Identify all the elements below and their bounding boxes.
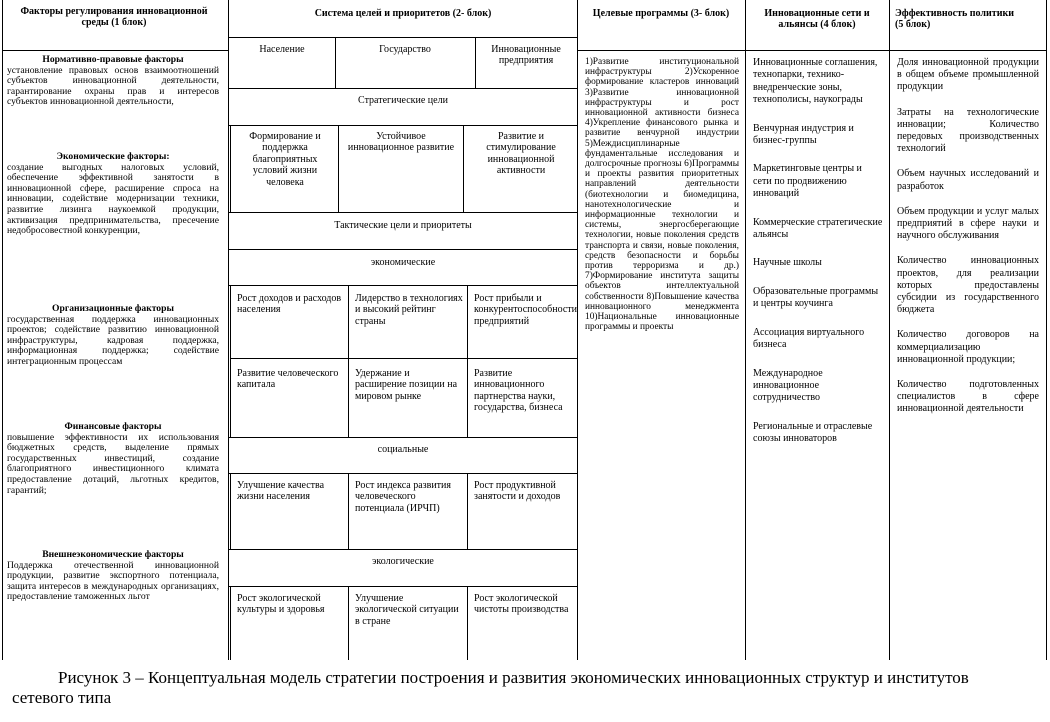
strategic-cell-1: Формирование и поддержка благоприятных условий жизни человека (249, 131, 321, 188)
network-item: Образовательные программы и центры коучинга (753, 285, 879, 310)
col4-header: Инновационные сети и альянсы (4 блок) (764, 8, 870, 30)
network-item: Коммерческие стратегические альянсы (753, 216, 883, 241)
col2-header: Система целей и приоритетов (2- блок) (314, 8, 492, 19)
network-item: Инновационные соглашения, технопарки, технико-внедренческие зоны, технополисы, наукограды (753, 57, 878, 106)
ecological-band (228, 549, 578, 587)
section-title: Экономические факторы: (56, 151, 170, 162)
ecological-row-div1 (348, 586, 349, 660)
top-cell-state: Государство (379, 44, 431, 55)
col5-list (897, 57, 1039, 426)
section-title: Внешнеэкономические факторы (42, 549, 184, 560)
strategic-cell-2: Устойчивое инновационное развитие (347, 131, 455, 154)
section-text: повышение эффективности их использования бюджетных средств, выделение прямых государственных инвестиций, создание благоприятного инвестиционного климата предоставление дотаций, льготных кредитов, гарантий; (7, 431, 219, 496)
ecological-cell-1: Рост экологической культуры и здоровья (237, 593, 325, 616)
top-row-div1 (335, 37, 336, 89)
tactical-label: Тактические цели и приоритеты (334, 220, 472, 231)
col4-list (753, 57, 883, 456)
efficiency-item: Количество инновационных проектов, для реализации которых предоставлены субсидии из государственного бюджета (897, 255, 1039, 316)
section-title: Организационные факторы (52, 303, 174, 314)
col1-section-financial (7, 422, 219, 550)
section-title: Нормативно-правовые факторы (42, 54, 184, 65)
economic-cell-2-2: Удержание и расширение позиции на мировом рынке (355, 368, 458, 402)
social-cell-1: Улучшение качества жизни населения (237, 480, 325, 503)
economic-cell-1-2: Лидерство в технологиях и высокий рейтинг страны (355, 293, 463, 327)
col3-header-underline (577, 50, 1047, 51)
col1-section-economic (7, 152, 219, 304)
col1-header-underline (2, 50, 228, 51)
section-text: установление правовых основ взаимоотношений субъектов инновационной деятельности, гарантирование охраны прав и интересов субъектов инновационной деятельности, (7, 64, 219, 108)
economic-label: экономические (370, 257, 436, 268)
economic-cell-2-3: Развитие инновационного партнерства науки, государства, бизнеса (474, 368, 563, 414)
col4-col5-divider (889, 0, 890, 660)
col1-body (7, 55, 219, 603)
top-row-div2 (475, 37, 476, 89)
strategic-row-div2 (463, 125, 464, 213)
col5-right-border (1046, 0, 1047, 660)
col1-section-foreign-economic (7, 550, 219, 603)
social-row-div2 (467, 473, 468, 550)
strategic-cell-3: Развитие и стимулирование инновационной активности (486, 131, 556, 177)
network-item: Международное инновационное сотрудничество (753, 367, 823, 404)
ecological-cell-2: Улучшение экологической ситуации в стране (355, 593, 459, 627)
col3-header: Целевые программы (3- блок) (592, 8, 730, 19)
efficiency-item: Объем продукции и услуг малых предприятий в сфере науки и научного обслуживания (897, 205, 1039, 242)
social-cell-2: Рост индекса развития человеческого потенциала (ИРЧП) (355, 480, 451, 514)
network-item: Региональные и отраслевые союзы инноваторов (753, 420, 873, 445)
efficiency-item: Доля инновационной продукции в общем объеме промышленной продукции (897, 57, 1039, 93)
col5-header: Эффективность политики (5 блок) (895, 8, 1014, 30)
ecological-label: экологические (372, 556, 434, 567)
col1-section-organizational (7, 304, 219, 422)
social-label: социальные (377, 444, 429, 455)
figure-caption: Рисунок 3 – Концептуальная модель стратегии построения и развития экономических инновационных структур и институтов сетевого типа (12, 668, 969, 707)
economic-grid-div2 (467, 285, 468, 438)
social-band (228, 437, 578, 474)
col3-col4-divider (745, 0, 746, 660)
efficiency-item: Объем научных исследований и разработок (897, 168, 1039, 192)
col1-section-legal (7, 55, 219, 152)
economic-cell-1-1: Рост доходов и расходов населения (237, 293, 342, 316)
col1-left-border (2, 0, 3, 660)
section-text: создание выгодных налоговых условий, обеспечение эффективной занятости в инновационной сфере, расширение спроса на инновации, содействие модернизации техники, развитие лизинга наукоемкой продукции, активизация предпринимательства, пресечение недобросовестной конкуренции, (7, 161, 219, 237)
network-item: Научные школы (753, 257, 822, 269)
section-title: Финансовые факторы (64, 421, 162, 432)
network-item: Маркетинговые центры и сети по продвижению инноваций (753, 163, 862, 200)
economic-cell-2-1: Развитие человеческого капитала (237, 368, 339, 391)
social-row-div1 (348, 473, 349, 550)
economic-grid-mid (230, 358, 578, 359)
col3-programs-text: 1)Развитие институциональной инфраструктуры 2)Ускоренное формирование кластеров инноваций 3)Развитие инновационной инфраструктуры и рост инновационной активности бизнеса 4)Укрепление финансового рынка и развитие венчурной индустрии 5)Междисциплинарные фундаментальные исследования и долгосрочные прогнозы 6)Программы и проекты развития приоритетных направлений деятельности (биотехнологии и биомедицина, нанотехнологические и информационные технологии и системы, энергосберегающие технологии, новые поколения средств транспорта и связи, новые поколения, средств безопасности и борьбы против терроризма и др.) 7)Формирование института защиты объектов интеллектуальной собственности 8)Повышение качества инновационного менеджмента 10)Национальные инновационные программы и проекты (585, 57, 739, 333)
economic-grid-div1 (348, 285, 349, 438)
section-text: Поддержка отечественной инновационной продукции, развитие экспортного потенциала, защита интересов в международных организациях, предоставление таможенных льгот (7, 559, 219, 603)
economic-cell-1-3: Рост прибыли и конкурентоспособности предприятий (474, 293, 578, 327)
efficiency-item: Затраты на технологические инновации; Количество передовых производственных технологий (897, 106, 1039, 155)
section-text: государственная поддержка инновационных проектов; содействие развитию инновационной инфраструктуры, кадровая поддержка, информационная поддержка; содействие интеграционным процессам (7, 313, 219, 367)
ecological-row-div2 (467, 586, 468, 660)
top-cell-innovative-enterprises: Инновационные предприятия (491, 44, 561, 67)
strategic-goals-band (228, 88, 578, 126)
network-item: Ассоциация виртуального бизнеса (753, 326, 865, 351)
col1-header: Факторы регулирования инновационной среды (1 блок) (20, 6, 208, 28)
strategic-goals-label: Стратегические цели (358, 95, 448, 106)
efficiency-item: Количество договоров на коммерциализацию инновационной продукции; (897, 329, 1039, 365)
network-item: Венчурная индустрия и бизнес-группы (753, 122, 854, 147)
top-cell-population: Население (259, 44, 305, 55)
strategic-row-div1 (338, 125, 339, 213)
social-cell-3: Рост продуктивной занятости и доходов (474, 480, 561, 503)
efficiency-item: Количество подготовленных специалистов в сфере инновационной деятельности (897, 379, 1039, 415)
ecological-cell-3: Рост экологической чистоты производства (474, 593, 569, 616)
